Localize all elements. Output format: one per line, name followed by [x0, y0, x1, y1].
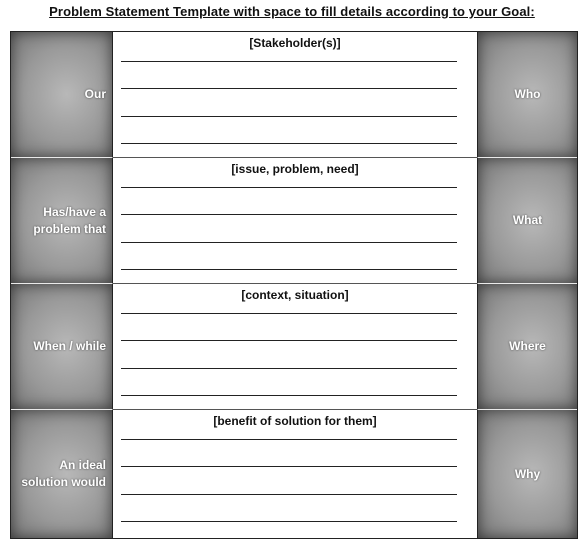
page-title: Problem Statement Template with space to fill details according to your Goal: — [49, 4, 535, 19]
fill-line[interactable] — [121, 61, 457, 62]
fill-line[interactable] — [121, 187, 457, 188]
fill-area-benefit[interactable] — [113, 410, 477, 538]
row-label-our — [11, 32, 113, 158]
row-category-why — [477, 410, 577, 538]
category-label: Why — [514, 466, 541, 481]
fill-line[interactable] — [121, 521, 457, 522]
category-label: What — [512, 213, 543, 227]
fill-line[interactable] — [121, 466, 457, 467]
fill-line[interactable] — [121, 368, 457, 369]
problem-statement-table — [10, 31, 578, 539]
row-label-ideal-solution — [11, 410, 113, 538]
row-label-text: solution would — [21, 475, 106, 489]
fill-line[interactable] — [121, 88, 457, 89]
fill-line[interactable] — [121, 116, 457, 117]
category-label: Who — [514, 87, 541, 101]
fill-area-context[interactable] — [113, 284, 477, 410]
row-label-text: When / while — [33, 339, 106, 353]
row-category-what — [477, 158, 577, 284]
fill-line[interactable] — [121, 242, 457, 243]
placeholder-heading: [context, situation] — [241, 288, 349, 302]
row-label-has-problem — [11, 158, 113, 284]
fill-line[interactable] — [121, 214, 457, 215]
row-label-when-while — [11, 284, 113, 410]
row-category-who — [477, 32, 577, 158]
fill-line[interactable] — [121, 395, 457, 396]
fill-line[interactable] — [121, 313, 457, 314]
placeholder-heading: [benefit of solution for them] — [213, 414, 377, 428]
fill-line[interactable] — [121, 494, 457, 495]
row-label-text: problem that — [33, 221, 106, 236]
row-label-text: Our — [84, 87, 106, 101]
placeholder-heading: [Stakeholder(s)] — [249, 36, 341, 50]
fill-area-issue[interactable] — [113, 158, 477, 284]
row-label-text: An ideal — [59, 458, 106, 472]
fill-line[interactable] — [121, 143, 457, 144]
fill-line[interactable] — [121, 439, 457, 440]
category-label: Where — [509, 339, 546, 353]
row-category-where — [477, 284, 577, 410]
fill-line[interactable] — [121, 340, 457, 341]
fill-area-stakeholders[interactable] — [113, 32, 477, 158]
row-label-text: Has/have a — [43, 204, 106, 219]
fill-line[interactable] — [121, 269, 457, 270]
placeholder-heading: [issue, problem, need] — [231, 162, 359, 176]
